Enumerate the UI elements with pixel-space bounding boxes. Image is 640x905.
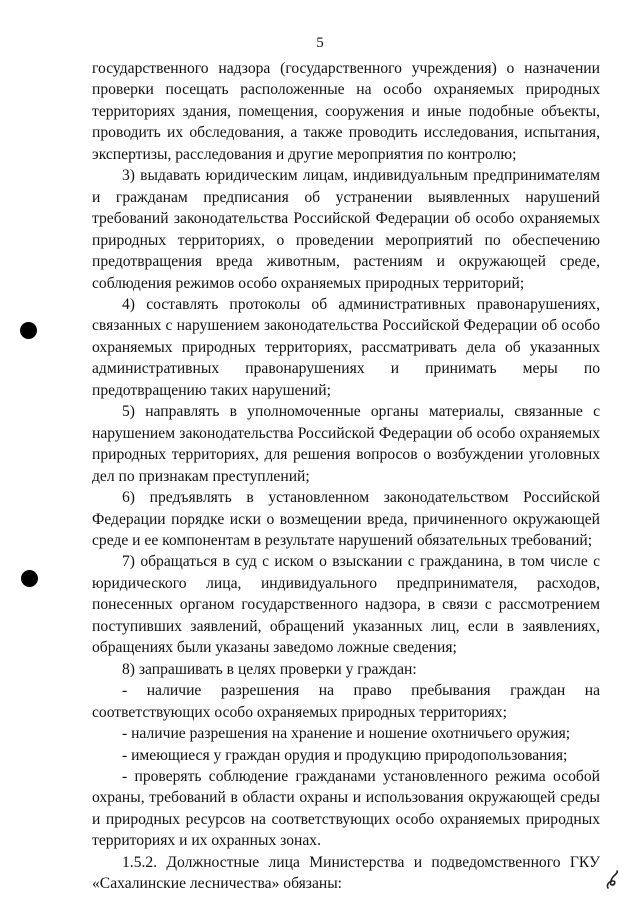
handwritten-mark-icon <box>602 869 622 891</box>
list-item-weapon-permit: - наличие разрешения на хранение и ношение охотничьего оружия; <box>122 725 571 743</box>
punch-hole-mark <box>21 570 38 587</box>
page-number: 5 <box>316 35 324 51</box>
paragraph-item-6: 6) предъявлять в установленном законодательством Российской Федерации порядке иски о возмещении вреда, причиненного окружающей среде и ее компонентам в результате нарушений обязательных требований; <box>92 489 600 549</box>
paragraph-item-4: 4) составлять протоколы об административных правонарушениях, связанных с нарушением законодательства Российской Федерации об особо охраняемых природных территориях, рассматривать дела об указанных административных правонарушениях и принимать меры по предотвращению таких нарушений; <box>92 295 600 399</box>
paragraph-item-8: 8) запрашивать в целях проверки у граждан: <box>122 660 417 678</box>
punch-hole-mark <box>20 322 37 339</box>
paragraph-item-3: 3) выдавать юридическим лицам, индивидуальным предпринимателям и гражданам предписания об устранении выявленных нарушений требований законодательства Российской Федерации об особо охраняемых природных территориях, о проведении мероприятий по обеспечению предотвращения вреда животным, растениям и окружающей среде, соблюдения режимов особо охраняемых природных территорий; <box>92 167 600 292</box>
list-item-permit-stay: - наличие разрешения на право пребывания граждан на соответствующих особо охраняемых природных территориях; <box>92 682 600 721</box>
paragraph-item-7: 7) обращаться в суд с иском о взыскании с гражданина, в том числе с юридического лица, индивидуального предпринимателя, расходов, понесенных органом государственного надзора, в связи с рассмотрением поступивших заявлений, обращений указанных лиц, если в заявлениях, обращениях были указаны заведомо ложные сведения; <box>92 553 600 657</box>
list-item-regime-check: - проверять соблюдение гражданами установленного режима особой охраны, требований в области охраны и использования окружающей среды и природных ресурсов на соответствующих особо охраняемых природных территориях и их охранных зонах. <box>92 767 600 850</box>
list-item-tools-products: - имеющиеся у граждан орудия и продукцию природопользования; <box>122 746 568 764</box>
paragraph-item-5: 5) направлять в уполномоченные органы материалы, связанные с нарушением законодательства Российской Федерации об особо охраняемых природных территориях, для решения вопросов о возбуждении уголовных дел по признакам преступлений; <box>92 403 600 485</box>
document-body <box>92 58 600 895</box>
section-heading-1-5-2: 1.5.2. Должностные лица Министерства и подведомственного ГКУ «Сахалинские лесничества» обязаны: <box>92 853 600 893</box>
paragraph-continuation: государственного надзора (государственного учреждения) о назначении проверки посещать расположенные на особо охраняемых природных территориях здания, помещения, сооружения и иные подобные объекты, проводить их обследования, а также проводить исследования, испытания, экспертизы, расследования и другие мероприятия по контролю; <box>92 60 600 163</box>
